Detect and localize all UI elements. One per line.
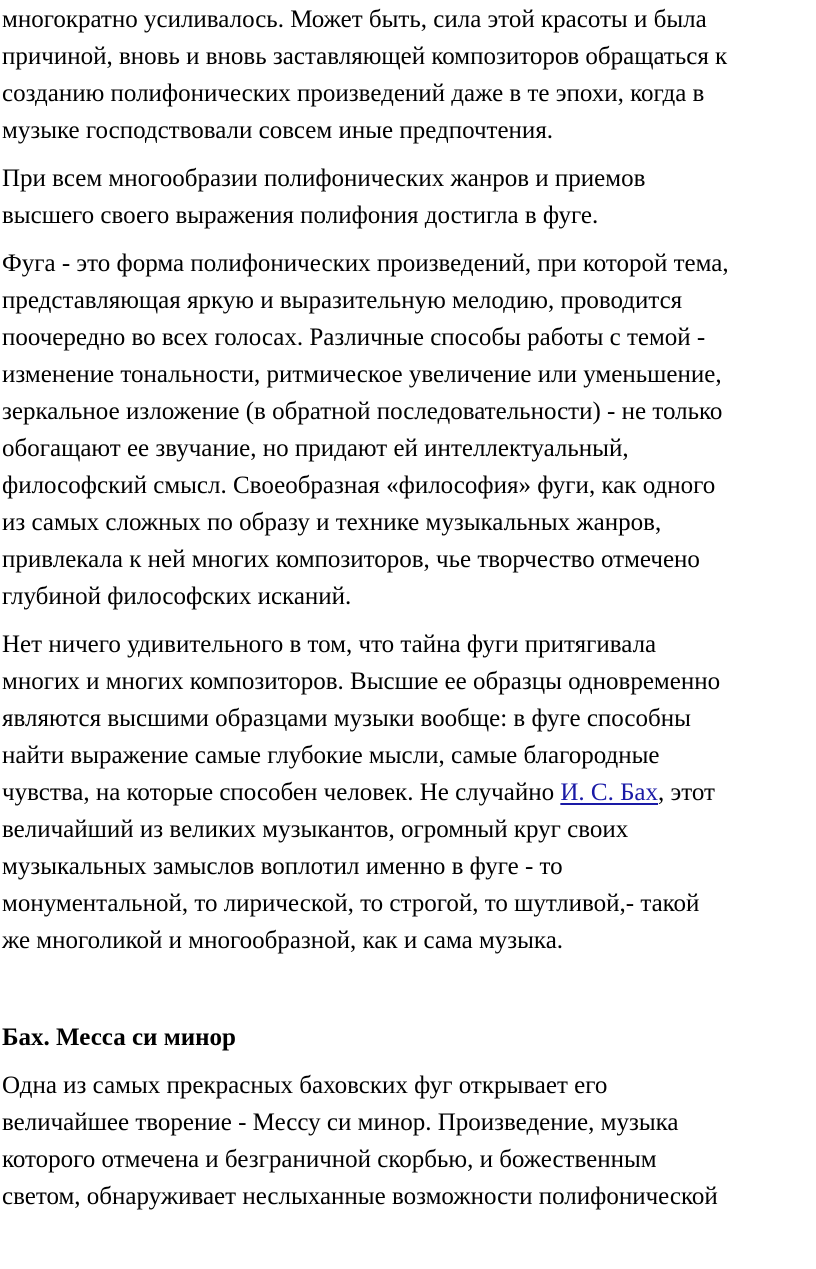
text-line: Одна из самых прекрасных баховских фуг открывает его (2, 1072, 608, 1099)
text-line: музыке господствовали совсем иные предпочтения. (2, 117, 554, 144)
text-line: поочередно во всех голосах. Различные способы работы с темой - (2, 324, 706, 351)
text-line: изменение тональности, ритмическое увеличение или уменьшение, (2, 361, 722, 388)
text-line: являются высшими образцами музыки вообще: в фуге способны (2, 705, 691, 732)
paragraph-4 (2, 626, 816, 959)
text-line: найти выражение самые глубокие мысли, самые благородные (2, 742, 660, 769)
text-line: обогащают ее звучание, но придают ей интеллектуальный, (2, 435, 629, 462)
text-line: При всем многообразии полифонических жанров и приемов (2, 165, 646, 192)
text-line: многократно усиливалось. Может быть, сила этой красоты и была (2, 6, 707, 33)
text-line: Нет ничего удивительного в том, что тайна фуги притягивала (2, 631, 657, 658)
text-line: музыкальных замыслов воплотил именно в фуге - то (2, 853, 563, 880)
paragraph-5 (2, 1067, 816, 1215)
paragraph-1 (2, 1, 816, 149)
text-line: многих и многих композиторов. Высшие ее образцы одновременно (2, 668, 721, 695)
link-prefix-text: чувства, на которые способен человек. Не случайно (2, 779, 561, 806)
link-suffix-text: , этот (658, 779, 715, 806)
text-line: зеркальное изложение (в обратной последовательности) - не только (2, 398, 723, 425)
text-line: величайшее творение - Мессу си минор. Произведение, музыка (2, 1109, 679, 1136)
text-line: Фуга - это форма полифонических произведений, при которой тема, (2, 250, 729, 277)
text-line: созданию полифонических произведений даже в те эпохи, когда в (2, 80, 705, 107)
bach-link[interactable]: И. С. Бах (560, 779, 659, 806)
text-line: монументальной, то лирической, то строгой, то шутливой,- такой (2, 890, 700, 917)
text-line: философский смысл. Своеобразная «философия» фуги, как одного (2, 472, 716, 499)
text-line: представляющая яркую и выразительную мелодию, проводится (2, 287, 683, 314)
text-line: привлекала к ней многих композиторов, чье творчество отмечено (2, 546, 700, 573)
section-heading: Бах. Месса си минор (2, 1024, 236, 1051)
text-line: же многоликой и многообразной, как и сама музыка. (2, 927, 564, 954)
paragraph-2 (2, 160, 816, 234)
text-line: высшего своего выражения полифония достигла в фуге. (2, 202, 599, 229)
text-line: величайший из великих музыкантов, огромный круг своих (2, 816, 629, 843)
text-line-with-link (2, 774, 816, 811)
text-line: причиной, вновь и вновь заставляющей композиторов обращаться к (2, 43, 728, 70)
text-line: из самых сложных по образу и технике музыкальных жанров, (2, 509, 662, 536)
text-line: светом, обнаруживает неслыханные возможности полифонической (2, 1183, 718, 1210)
text-line: которого отмечена и безграничной скорбью, и божественным (2, 1146, 657, 1173)
text-line: глубиной философских исканий. (2, 583, 352, 610)
paragraph-3 (2, 245, 816, 615)
